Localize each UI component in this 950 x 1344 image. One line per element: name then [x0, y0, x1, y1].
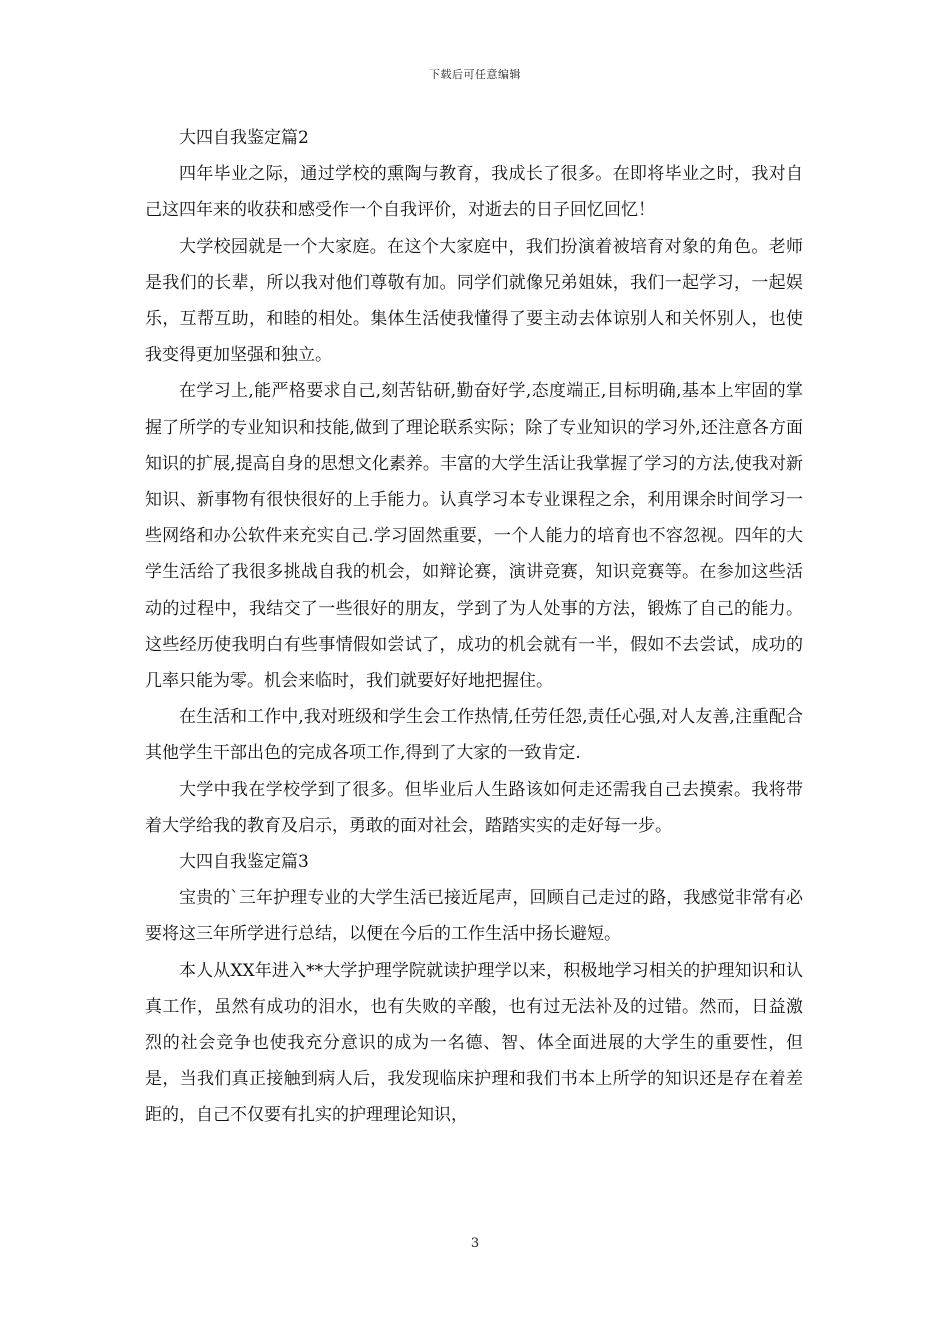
- paragraph: 大学中我在学校学到了很多。但毕业后人生路该如何走还需我自己去摸索。我将带着大学给我的教育及启示，勇敢的面对社会，踏踏实实的走好每一步。: [145, 779, 803, 836]
- section-heading: 大四自我鉴定篇2: [179, 128, 309, 148]
- paragraph: 在学习上,能严格要求自己,刻苦钻研,勤奋好学,态度端正,目标明确,基本上牢固的掌握了所学的专业知识和技能,做到了理论联系实际；除了专业知识的学习外,还注意各方面知识的扩展,提高自身的思想文化素养。丰富的大学生活让我掌握了学习的方法,使我对新知识、新事物有很快很好的上手能力。认真学习本专业课程之余，利用课余时间学习一些网络和办公软件来充实自己.学习固然重要，一个人能力的培育也不容忽视。四年的大学生活给了我很多挑战自我的机会，如辩论赛，演讲竞赛，知识竞赛等。在参加这些活动的过程中，我结交了一些很好的朋友，学到了为人处事的方法，锻炼了自己的能力。这些经历使我明白有些事情假如尝试了，成功的机会就有一半，假如不去尝试，成功的几率只能为零。机会来临时，我们就要好好地把握住。: [145, 381, 803, 692]
- page-number: 3: [470, 1236, 480, 1251]
- paragraph: 在生活和工作中,我对班级和学生会工作热情,任劳任怨,责任心强,对人友善,注重配合其他学生干部出色的完成各项工作,得到了大家的一致肯定.: [145, 707, 803, 764]
- page-header: 下载后可任意编辑: [429, 68, 521, 81]
- section-heading: 大四自我鉴定篇3: [179, 852, 309, 873]
- paragraph: 大学校园就是一个大家庭。在这个大家庭中，我们扮演着被培育对象的角色。老师是我们的长辈，所以我对他们尊敬有加。同学们就像兄弟姐妹，我们一起学习，一起娱乐，互帮互助，和睦的相处。集体生活使我懂得了要主动去体谅别人和关怀别人，也使我变得更加坚强和独立。: [145, 236, 803, 366]
- paragraph: 本人从XX年进入**大学护理学院就读护理学以来，积极地学习相关的护理知识和认真工作，虽然有成功的泪水，也有失败的辛酸，也有过无法补及的过错。然而，日益激烈的社会竞争也使我充分意识的成为一名德、智、体全面进展的大学生的重要性，但是，当我们真正接触到病人后，我发现临床护理和我们书本上所学的知识还是存在着差距的，自己不仅要有扎实的护理理论知识，: [145, 960, 803, 1126]
- paragraph: 四年毕业之际，通过学校的熏陶与教育，我成长了很多。在即将毕业之时，我对自己这四年来的收获和感受作一个自我评价，对逝去的日子回忆回忆！: [145, 164, 803, 221]
- paragraph: 宝贵的`三年护理专业的大学生活已接近尾声，回顾自己走过的路，我感觉非常有必要将这三年所学进行总结，以便在今后的工作生活中扬长避短。: [145, 888, 803, 945]
- document-body: [145, 120, 803, 1134]
